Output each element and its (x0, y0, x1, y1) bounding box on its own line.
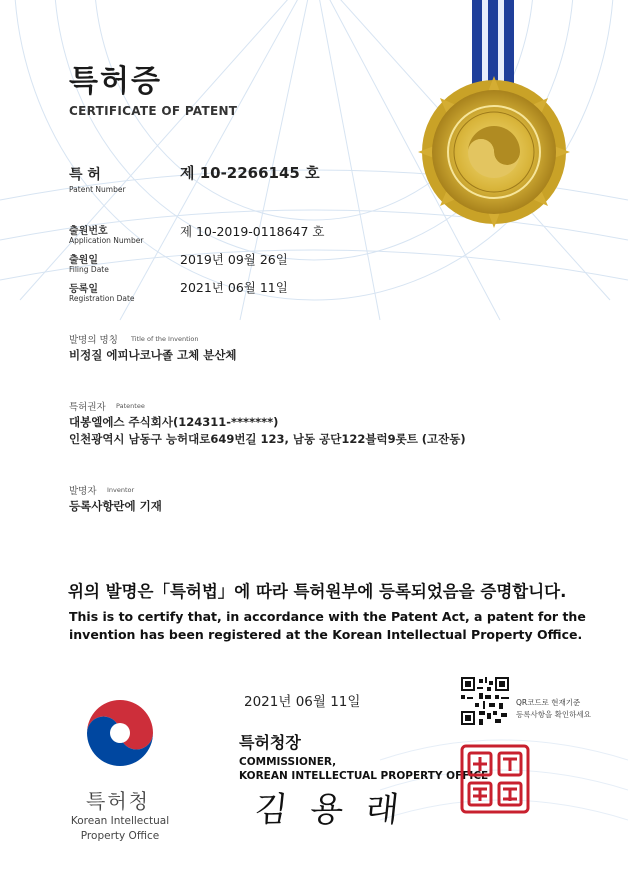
patent-number-value: 제 10-2266145 호 (180, 164, 320, 182)
inventor-value: 등록사항란에 기재 (69, 499, 162, 513)
registration-date-label-korean: 등록일 (69, 284, 98, 295)
inventor-label-korean: 발명자 (69, 486, 97, 497)
certification-statement-korean: 위의 발명은「특허법」에 따라 특허원부에 등록되었음을 증명합니다. (68, 582, 567, 601)
commissioner-signature: 김 용 래 (252, 790, 407, 830)
certification-statement-english-line2: invention has been registered at the Korean Intellectual Property Office. (69, 627, 583, 642)
registration-date-label-english: Registration Date (69, 294, 135, 303)
patent-number-label-korean: 특 허 (69, 167, 101, 183)
certification-statement-english-line1: This is to certify that, in accordance with the Patent Act, a patent for the (69, 609, 586, 624)
kipo-taegeuk-logo (83, 696, 157, 770)
filing-date-value: 2019년 09월 26일 (180, 252, 288, 267)
qr-caption-line1: QR코드로 현재기준 (516, 698, 581, 707)
kipo-name-english-line2: Property Office (80, 830, 160, 842)
patentee-name: 대봉엘에스 주식회사(124311-*******) (69, 415, 279, 429)
commissioner-title-korean: 특허청장 (239, 733, 301, 752)
commissioner-title-english-line2: KOREAN INTELLECTUAL PROPERTY OFFICE (239, 770, 489, 782)
patentee-address: 인천광역시 남동구 능허대로649번길 123, 남동 공단122블럭9롯트 (고잔동) (69, 432, 466, 446)
inventor-label-english: Inventor (107, 486, 135, 494)
gold-seal-emblem (418, 76, 570, 228)
invention-title-label-english: Title of the Invention (131, 335, 199, 343)
filing-date-label-korean: 출원일 (69, 255, 98, 266)
commissioner-title-english-line1: COMMISSIONER, (239, 756, 337, 768)
application-number-value: 제 10-2019-0118647 호 (180, 224, 325, 239)
qr-caption-line2: 등록사항을 확인하세요 (516, 710, 591, 719)
registration-date-value: 2021년 06월 11일 (180, 280, 288, 295)
patentee-label-korean: 특허권자 (69, 402, 106, 413)
kipo-name-english-line1: Korean Intellectual (70, 815, 170, 827)
invention-title-label-korean: 발명의 명칭 (69, 335, 118, 346)
certificate-title-english: CERTIFICATE OF PATENT (69, 104, 238, 118)
application-number-label-korean: 출원번호 (69, 226, 108, 237)
official-red-seal (460, 744, 530, 814)
filing-date-label-english: Filing Date (69, 265, 109, 274)
invention-title-value: 비정질 에피나코나졸 고체 분산체 (69, 348, 237, 362)
certificate-title-korean: 특허증 (69, 64, 162, 99)
qr-code[interactable] (461, 677, 509, 725)
kipo-name-korean: 특허청 (86, 789, 150, 813)
application-number-label-english: Application Number (69, 236, 144, 245)
issue-date: 2021년 06월 11일 (244, 694, 361, 710)
patentee-label-english: Patentee (116, 402, 145, 410)
patent-number-label-english: Patent Number (69, 185, 126, 194)
